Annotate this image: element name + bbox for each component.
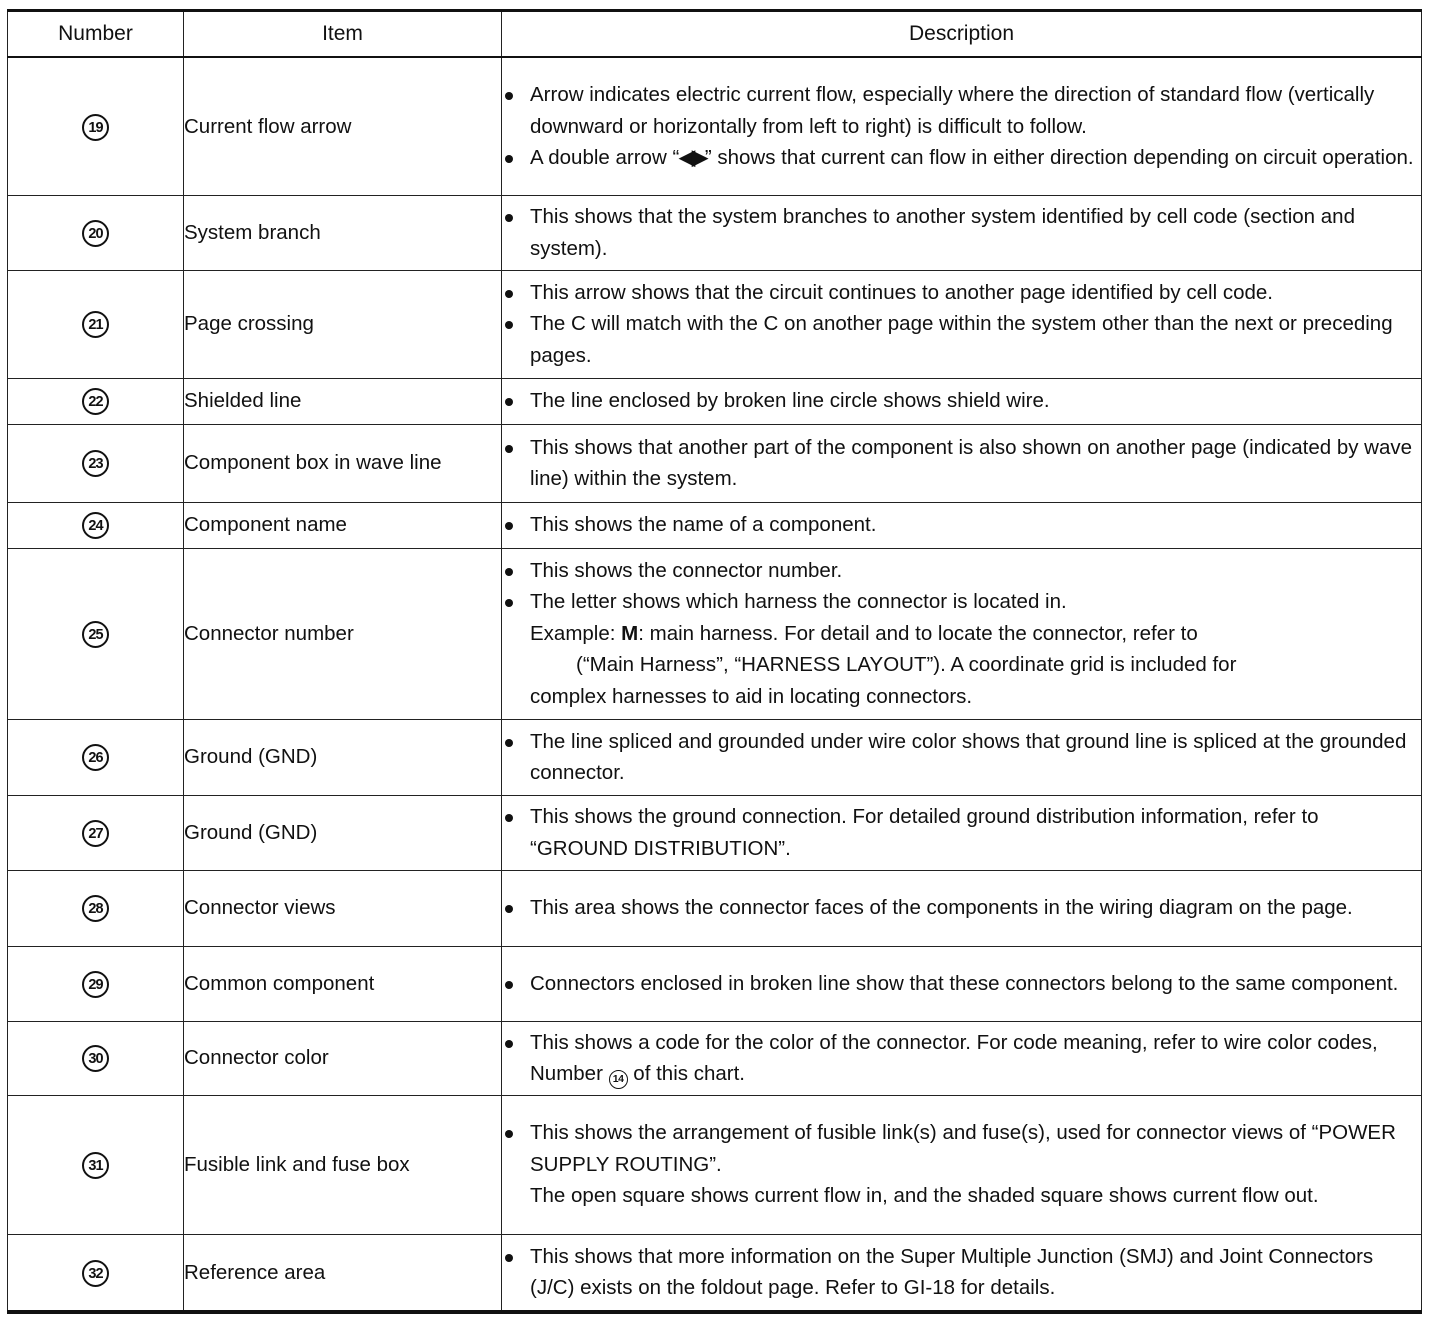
row-item: Component name: [184, 502, 502, 548]
circled-number: 26: [82, 744, 109, 771]
row-description: [502, 502, 1422, 548]
row-item: Fusible link and fuse box: [184, 1095, 502, 1234]
description-bullet: The line enclosed by broken line circle shows shield wire.: [502, 385, 1421, 417]
description-bullet: [502, 1027, 1421, 1090]
table-row: [8, 795, 1422, 870]
description-bullet: This area shows the connector faces of the components in the wiring diagram on the page.: [502, 892, 1421, 924]
circled-number: 32: [82, 1260, 109, 1287]
example-text: : main harness. For detail and to locate the connector, refer to: [638, 621, 1198, 645]
example-reference: (“Main Harness”, “HARNESS LAYOUT”). A coordinate grid is included for: [576, 653, 1237, 677]
table-row: [8, 946, 1422, 1021]
reference-table: [7, 9, 1422, 1314]
row-item: Connector views: [184, 870, 502, 946]
row-item: Common component: [184, 946, 502, 1021]
circled-number: 23: [82, 450, 109, 477]
row-description: [502, 270, 1422, 378]
description-bullet: Arrow indicates electric current flow, especially where the direction of standard flow (vertically downward or horizontally from left to right) is difficult to follow.: [502, 79, 1421, 142]
header-row: [8, 11, 1422, 58]
row-item: Page crossing: [184, 270, 502, 378]
row-number: [8, 270, 184, 378]
row-number: [8, 1021, 184, 1095]
row-number: [8, 502, 184, 548]
circled-number: 21: [82, 311, 109, 338]
row-number: [8, 870, 184, 946]
circled-number: 24: [82, 512, 109, 539]
table-row: [8, 424, 1422, 502]
row-description: [502, 870, 1422, 946]
row-number: [8, 378, 184, 424]
description-bullet: The letter shows which harness the connector is located in.: [502, 586, 1421, 618]
header-number: Number: [8, 11, 184, 58]
header-description: Description: [502, 11, 1422, 58]
description-bullet: This shows that the system branches to another system identified by cell code (section and system).: [502, 201, 1421, 264]
table-row: [8, 1095, 1422, 1234]
circled-number: 20: [82, 220, 109, 247]
description-bullet: This shows that another part of the component is also shown on another page (indicated by wave line) within the system.: [502, 432, 1421, 495]
description-bullet: This shows the arrangement of fusible link(s) and fuse(s), used for connector views of “POWER SUPPLY ROUTING”.: [502, 1117, 1421, 1180]
bullet-text: This shows a code for the color of the connector. For code meaning, refer to wire color codes, Number: [530, 1030, 1378, 1085]
circled-number: 25: [82, 621, 109, 648]
row-description: [502, 1095, 1422, 1234]
row-number: [8, 57, 184, 195]
row-description: [502, 719, 1422, 795]
bullet-text: of this chart.: [627, 1062, 745, 1085]
row-number: [8, 946, 184, 1021]
row-description: [502, 424, 1422, 502]
circled-number: 27: [82, 820, 109, 847]
example-line: [502, 618, 1421, 650]
circled-number: 29: [82, 971, 109, 998]
row-description: [502, 1021, 1422, 1095]
table-row: [8, 548, 1422, 719]
row-description: [502, 57, 1422, 195]
header-item: Item: [184, 11, 502, 58]
table-row: [8, 502, 1422, 548]
circled-number: 19: [82, 114, 109, 141]
circled-number: 31: [82, 1152, 109, 1179]
row-item: Connector color: [184, 1021, 502, 1095]
circled-reference: 14: [609, 1070, 628, 1089]
row-item: Ground (GND): [184, 719, 502, 795]
table-row: [8, 870, 1422, 946]
bullet-text: ” shows that current can flow in either direction depending on circuit operation.: [704, 146, 1414, 169]
row-item: Current flow arrow: [184, 57, 502, 195]
row-number: [8, 1234, 184, 1312]
description-bullet: This shows the name of a component.: [502, 509, 1421, 541]
description-bullet: The line spliced and grounded under wire color shows that ground line is spliced at the grounded connector.: [502, 726, 1421, 789]
description-bullet: This shows that more information on the Super Multiple Junction (SMJ) and Joint Connectors (J/C) exists on the foldout page. Refer to GI-18 for details.: [502, 1241, 1421, 1304]
circled-number: 22: [82, 388, 109, 415]
table-row: [8, 378, 1422, 424]
circled-number: 30: [82, 1045, 109, 1072]
description-continuation: The open square shows current flow in, and the shaded square shows current flow out.: [530, 1184, 1319, 1208]
row-number: [8, 795, 184, 870]
row-item: Component box in wave line: [184, 424, 502, 502]
row-number: [8, 195, 184, 270]
row-description: [502, 946, 1422, 1021]
description-bullet: This arrow shows that the circuit continues to another page identified by cell code.: [502, 277, 1421, 309]
table-row: [8, 719, 1422, 795]
example-tail: complex harnesses to aid in locating connectors.: [530, 684, 973, 708]
row-item: Connector number: [184, 548, 502, 719]
table-row: [8, 195, 1422, 270]
table-row: [8, 1234, 1422, 1312]
description-bullet: This shows the connector number.: [502, 555, 1421, 587]
circled-number: 28: [82, 895, 109, 922]
table-row: [8, 270, 1422, 378]
row-description: [502, 795, 1422, 870]
description-bullet: [502, 142, 1421, 174]
harness-code: M: [621, 621, 639, 645]
row-description: [502, 548, 1422, 719]
description-bullet: Connectors enclosed in broken line show that these connectors belong to the same component.: [502, 968, 1421, 1000]
row-description: [502, 378, 1422, 424]
row-description: [502, 195, 1422, 270]
row-number: [8, 719, 184, 795]
row-number: [8, 424, 184, 502]
description-bullet: The C will match with the C on another page within the system other than the next or preceding pages.: [502, 308, 1421, 371]
row-item: System branch: [184, 195, 502, 270]
double-arrow-icon: ◀▶: [679, 146, 705, 169]
row-item: Ground (GND): [184, 795, 502, 870]
row-number: [8, 548, 184, 719]
row-item: Reference area: [184, 1234, 502, 1312]
row-description: [502, 1234, 1422, 1312]
table-row: [8, 57, 1422, 195]
row-number: [8, 1095, 184, 1234]
example-label: Example:: [530, 621, 622, 645]
bullet-text: A double arrow “: [530, 146, 680, 169]
table-row: [8, 1021, 1422, 1095]
row-item: Shielded line: [184, 378, 502, 424]
description-bullet: This shows the ground connection. For detailed ground distribution information, refer to “GROUND DISTRIBUTION”.: [502, 801, 1421, 864]
